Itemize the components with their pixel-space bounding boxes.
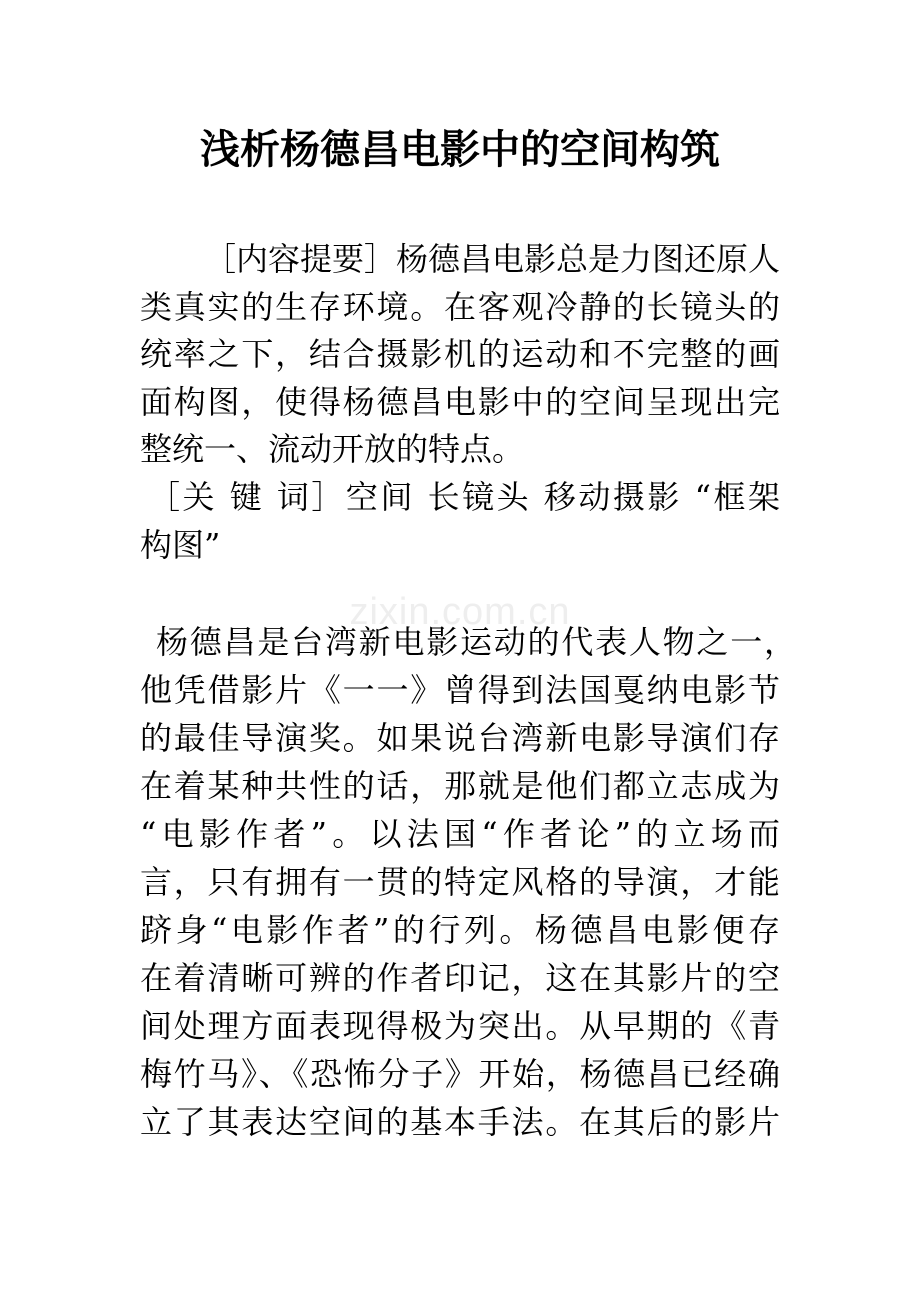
body-section	[140, 618, 796, 1146]
body-line: 他凭借影片《一一》曾得到法国戛纳电影节	[140, 671, 780, 709]
body-line: 在着某种共性的话，那就是他们都立志成为	[140, 767, 780, 805]
abstract-line: 统率之下，结合摄影机的运动和不完整的画	[140, 335, 780, 374]
body-line: 间处理方面表现得极为突出。从早期的《青	[140, 1007, 780, 1045]
body-line: 梅竹马》、《恐怖分子》开始，杨德昌已经确	[140, 1055, 780, 1093]
body-line: 跻身“电影作者”的行列。杨德昌电影便存	[140, 911, 780, 949]
abstract-section	[140, 236, 780, 569]
body-line: 的最佳导演奖。如果说台湾新电影导演们存	[140, 719, 780, 757]
abstract-line: ［内容提要］杨德昌电影总是力图还原人	[204, 240, 781, 278]
body-line: “电影作者”。以法国“作者论”的立场而	[140, 815, 780, 853]
abstract-line: 整统一、流动开放的特点。	[140, 430, 525, 469]
body-line: 立了其表达空间的基本手法。在其后的影片	[140, 1103, 780, 1141]
body-line: 言，只有拥有一贯的特定风格的导演，才能	[140, 863, 780, 901]
abstract-line: 面构图，使得杨德昌电影中的空间呈现出完	[140, 382, 780, 421]
keywords-line: ［关 键 词］空间 长镜头 移动摄影 “框架	[148, 477, 780, 516]
document-title: 浅析杨德昌电影中的空间构筑	[200, 126, 720, 173]
keywords-line: 构图”	[140, 525, 221, 564]
watermark: zixin.com.cn	[349, 591, 571, 633]
body-line: 杨德昌是台湾新电影运动的代表人物之一，	[156, 623, 796, 661]
abstract-line: 类真实的生存环境。在客观冷静的长镜头的	[140, 287, 780, 326]
body-line: 在着清晰可辨的作者印记，这在其影片的空	[140, 959, 780, 997]
